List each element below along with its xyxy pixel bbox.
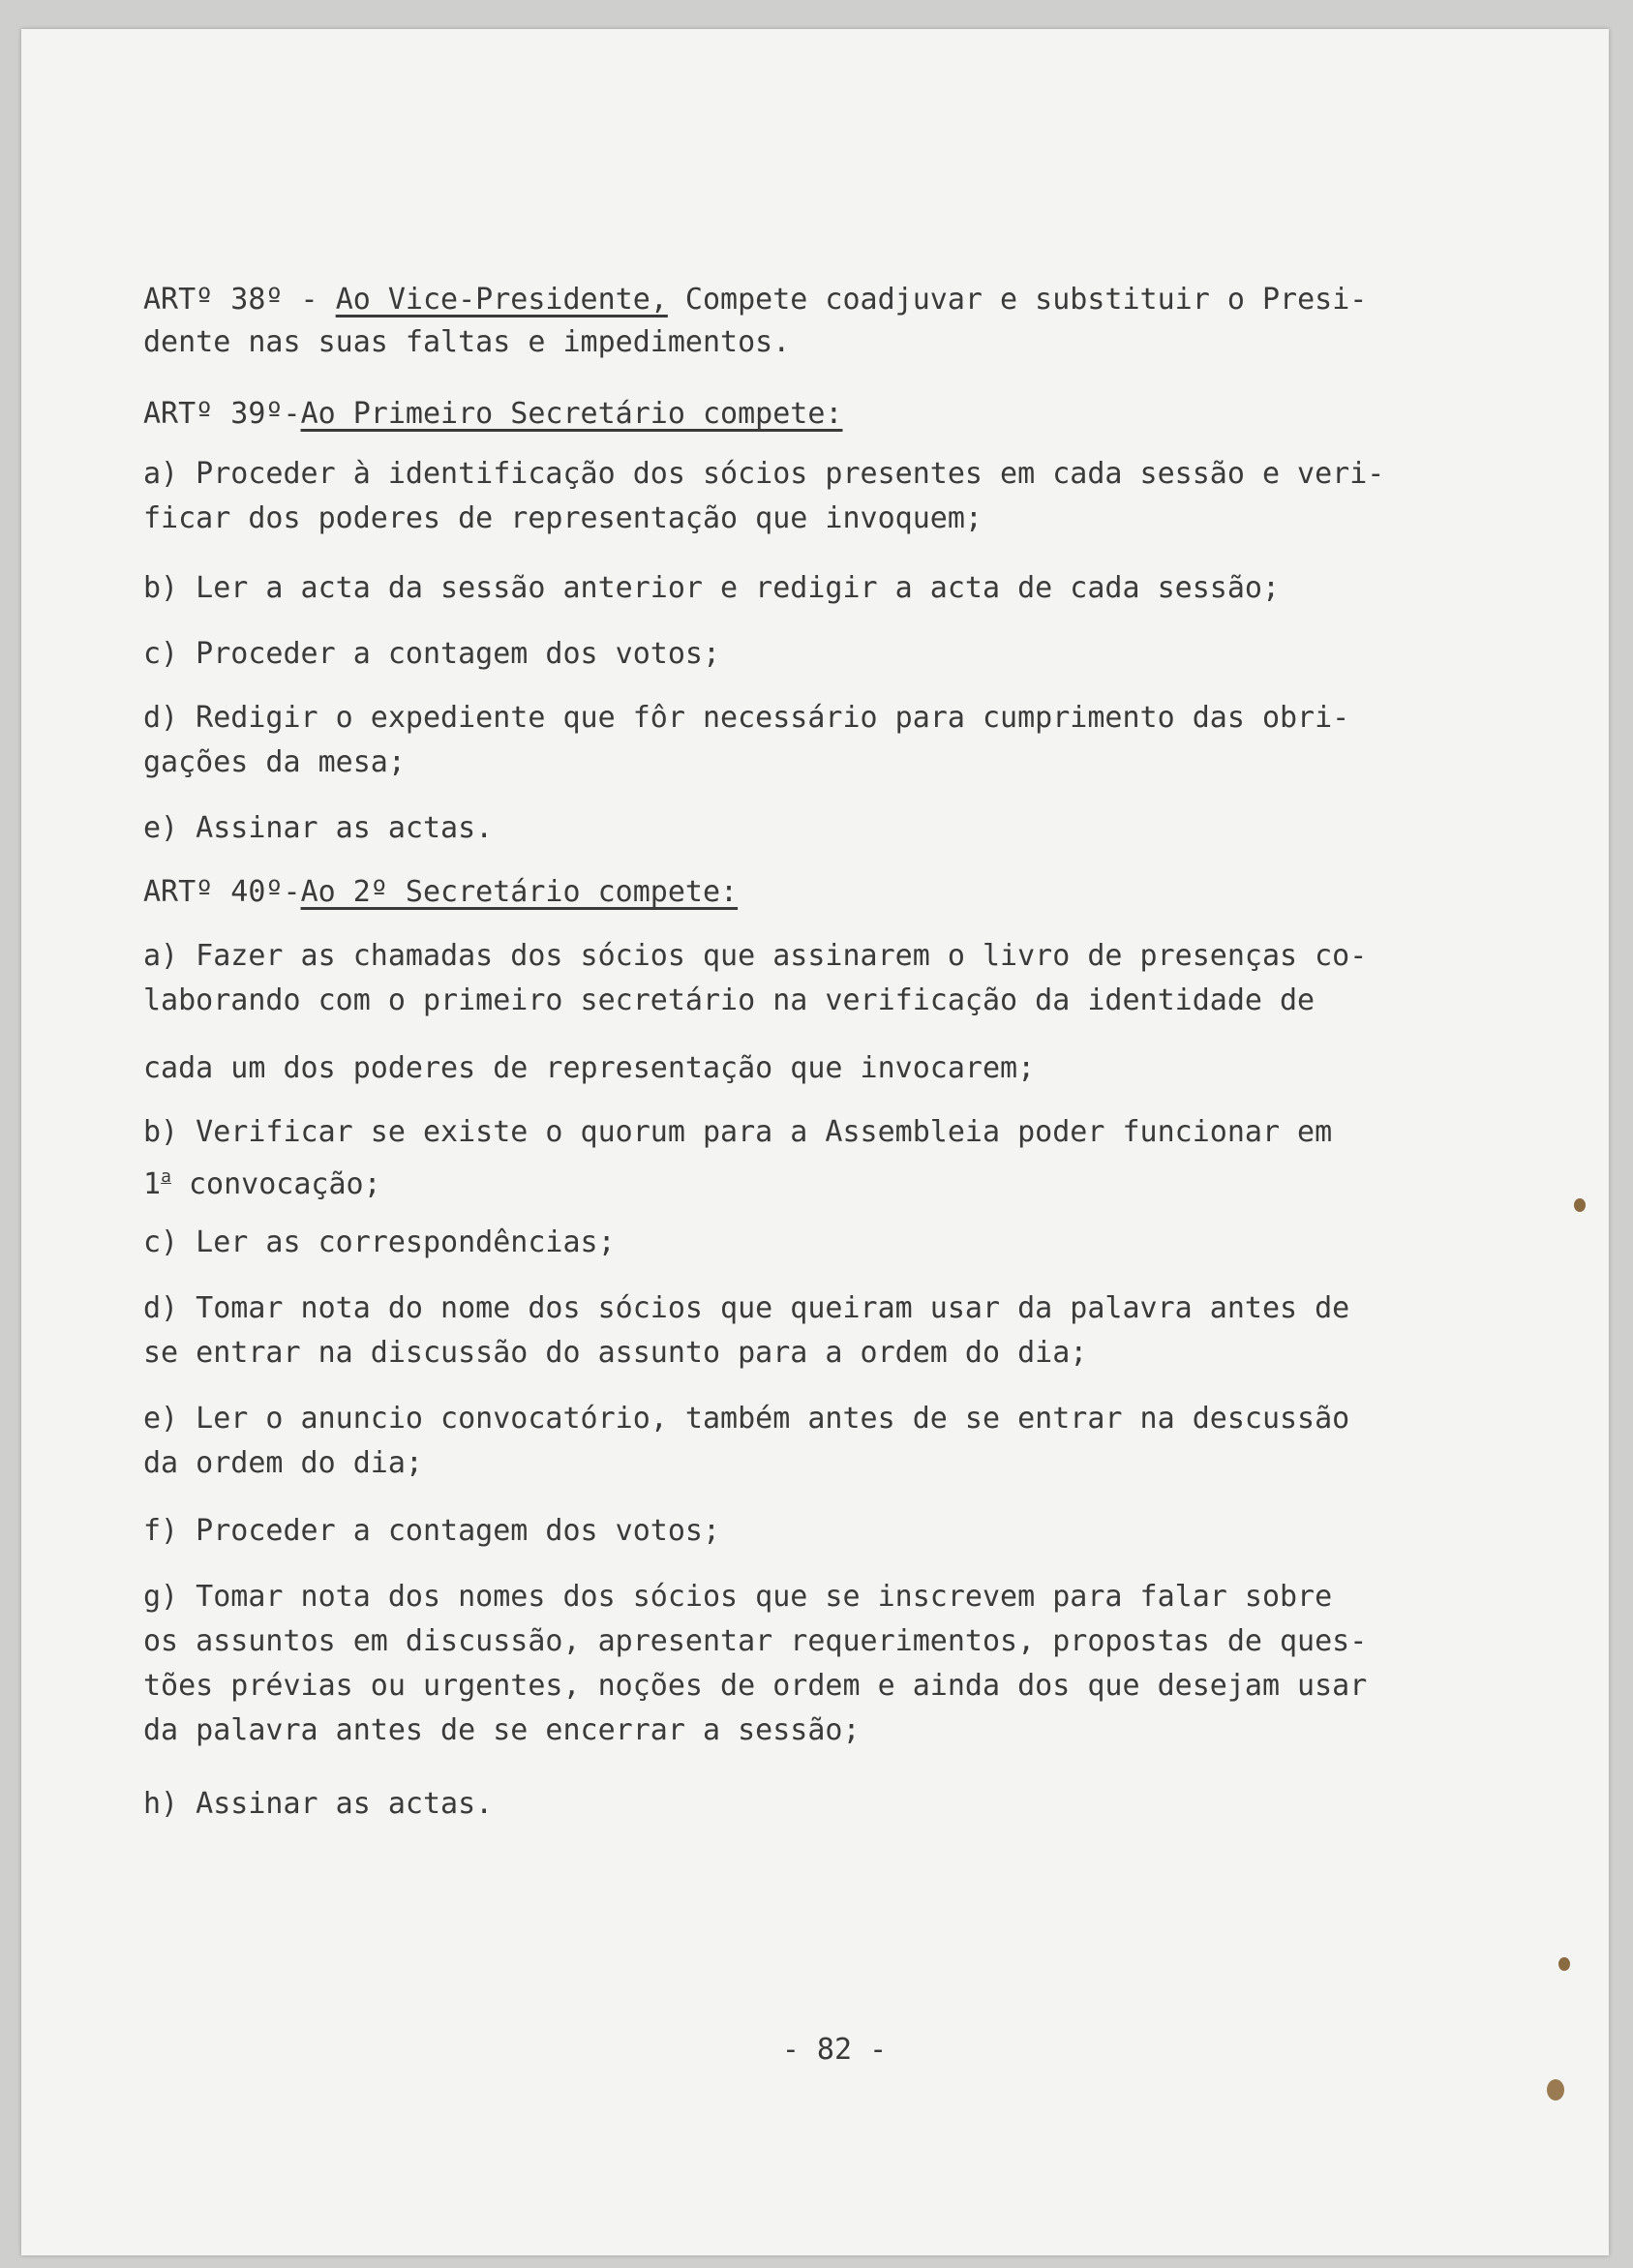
- art39-item-d-line2: gações da mesa;: [143, 745, 406, 779]
- art40-item-h: h) Assinar as actas.: [143, 1787, 494, 1821]
- art39-heading: Ao Primeiro Secretário compete:: [300, 397, 843, 431]
- paper-stain: [1558, 1957, 1570, 1971]
- art40-heading-line: [143, 869, 1518, 916]
- art40-item-a-line1: a) Fazer as chamadas dos sócios que assinarem o livro de presenças co-: [143, 939, 1368, 973]
- art40-item-f: f) Proceder a contagem dos votos;: [143, 1514, 721, 1548]
- art39-item-a-line1: a) Proceder à identificação dos sócios presentes em cada sessão e veri-: [143, 457, 1385, 491]
- art38-text: Compete coadjuvar e substituir o Presi-: [667, 283, 1368, 317]
- art38-label: ARTº 38º -: [143, 283, 336, 317]
- art39-label: ARTº 39º-: [143, 397, 301, 431]
- art39-heading-line: [143, 391, 1518, 438]
- art40-item-d-line1: d) Tomar nota do nome dos sócios que queiram usar da palavra antes de: [143, 1291, 1350, 1325]
- art38-line1: [143, 277, 1518, 323]
- paper-stain: [1574, 1198, 1586, 1212]
- art39-item-b: b) Ler a acta da sessão anterior e redigir a acta de cada sessão;: [143, 571, 1280, 605]
- page-number: - 82 -: [781, 2033, 888, 2067]
- art40-item-b-text: convocação;: [188, 1167, 381, 1201]
- art40-heading: Ao 2º Secretário compete:: [300, 875, 739, 909]
- art40-item-a-line3: cada um dos poderes de representação que invocarem;: [143, 1051, 1036, 1085]
- art38-heading: Ao Vice-Presidente,: [335, 283, 668, 317]
- art40-item-d-line2: se entrar na discussão do assunto para a ordem do dia;: [143, 1336, 1088, 1370]
- art40-item-e-line2: da ordem do dia;: [143, 1446, 423, 1480]
- art40-label: ARTº 40º-: [143, 875, 301, 909]
- ordinal-superscript: a: [161, 1166, 171, 1187]
- art40-item-b-line1: b) Verificar se existe o quorum para a Assembleia poder funcionar em: [143, 1115, 1333, 1149]
- art38-line2: dente nas suas faltas e impedimentos.: [143, 325, 791, 359]
- art40-item-e-line1: e) Ler o anuncio convocatório, também antes de se entrar na descussão: [143, 1402, 1350, 1436]
- art39-item-a-line2: ficar dos poderes de representação que invoquem;: [143, 501, 983, 535]
- ordinal-prefix: 1: [143, 1167, 162, 1201]
- art40-item-c: c) Ler as correspondências;: [143, 1225, 616, 1259]
- art39-item-c: c) Proceder a contagem dos votos;: [143, 637, 721, 671]
- art40-item-a-line2: laborando com o primeiro secretário na verificação da identidade de: [143, 983, 1315, 1017]
- art40-item-g-line2: os assuntos em discussão, apresentar requerimentos, propostas de ques-: [143, 1624, 1368, 1658]
- art39-item-d-line1: d) Redigir o expediente que fôr necessário para cumprimento das obri-: [143, 701, 1350, 735]
- art40-item-g-line1: g) Tomar nota dos nomes dos sócios que se inscrevem para falar sobre: [143, 1580, 1333, 1614]
- art40-item-g-line3: tões prévias ou urgentes, noções de ordem e ainda dos que desejam usar: [143, 1669, 1368, 1703]
- art39-item-e: e) Assinar as actas.: [143, 811, 494, 845]
- paper-stain: [1547, 2079, 1564, 2101]
- document-page: [21, 29, 1609, 2255]
- art40-item-b-line2: [143, 1154, 1518, 1208]
- art40-item-g-line4: da palavra antes de se encerrar a sessão;: [143, 1713, 861, 1747]
